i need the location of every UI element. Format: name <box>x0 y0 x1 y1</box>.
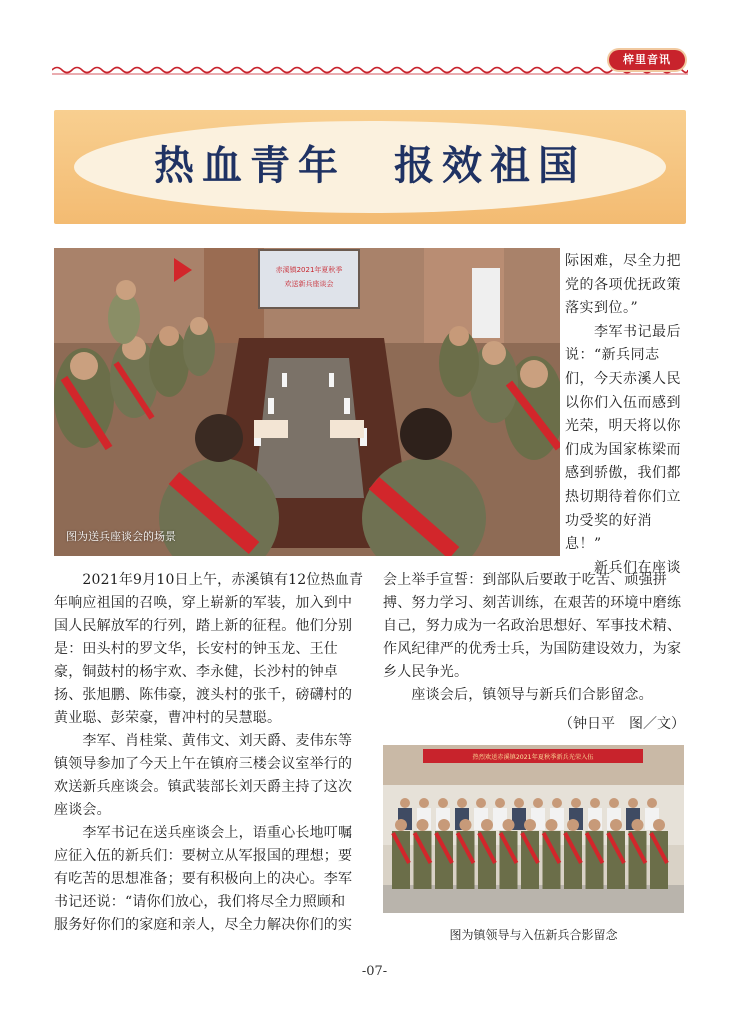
text-line: 作风纪律严的优秀士兵，为国防建设效力，为家 <box>383 641 682 657</box>
text-line: 年响应祖国的召唤，穿上崭新的军装，加入到中 <box>54 595 353 611</box>
article-column-upper-right <box>565 250 691 580</box>
meeting-photo-caption: 图为送兵座谈会的场景 <box>66 530 176 543</box>
text-line: 黄业聪、彭荣豪，曹冲村的吴慧聪。 <box>54 710 282 726</box>
article-column-left <box>54 569 366 937</box>
text-line: 会上举手宣誓：到部队后要敢于吃苦、顽强拼 <box>383 572 667 588</box>
wall-screen-line1: 赤溪镇2021年夏秋季 <box>275 266 343 274</box>
group-photo <box>383 745 684 913</box>
text-line: 落实到位。” <box>565 300 639 317</box>
text-line: 书记还说：“请你们放心，我们将尽全力照顾和 <box>54 894 346 910</box>
group-photo-caption: 图为镇领导与入伍新兵合影留念 <box>449 928 618 942</box>
section-badge: 梓里音讯 <box>609 50 685 70</box>
text-line: 李军书记最后 <box>565 323 681 340</box>
wall-screen-line2: 欢送新兵座谈会 <box>284 280 334 288</box>
text-line: 镇领导参加了今天上午在镇府三楼会议室举行的 <box>54 756 353 772</box>
article-column-right <box>383 569 689 707</box>
text-line: 豪，铜鼓村的杨宇欢、李永健，长沙村的钟卓 <box>54 664 338 680</box>
text-line: 感到骄傲，我们都 <box>565 465 681 482</box>
wavy-divider <box>52 64 688 76</box>
text-line: 以你们入伍而感到 <box>565 394 681 411</box>
text-line: 应征入伍的新兵们：要树立从军报国的理想；要 <box>54 848 353 864</box>
text-line: 搏、努力学习、刻苦训练，在艰苦的环境中磨练 <box>383 595 682 611</box>
text-line: 国人民解放军的行列，踏上新的征程。他们分别 <box>54 618 353 634</box>
text-line: 有吃苦的思想准备；要有积极向上的决心。李军 <box>54 871 353 887</box>
headline-title: 热血青年 报效祖国 <box>154 143 586 189</box>
meeting-photo-illustration <box>54 248 560 556</box>
text-line: 光荣，明天将以你 <box>565 418 681 435</box>
text-line: 党的各项优抚政策 <box>565 276 681 293</box>
text-line: 们，今天赤溪人民 <box>565 370 681 387</box>
text-line: 功受奖的好消 <box>565 512 652 529</box>
headline-banner <box>54 110 686 224</box>
text-line: 说：“新兵同志 <box>565 347 660 364</box>
byline: （钟日平 图／文） <box>559 716 685 732</box>
meeting-photo <box>54 248 560 556</box>
text-line: 李军、肖桂棠、黄伟文、刘天爵、麦伟东等 <box>54 733 353 749</box>
text-line: 服务好你们的家庭和亲人，尽全力解决你们的实 <box>54 917 353 933</box>
text-line: 热切期待着你们立 <box>565 488 681 505</box>
text-line: 座谈会。 <box>54 802 111 818</box>
text-line: 新兵们在座谈 <box>565 559 681 576</box>
group-photo-banner-text: 热烈欢送赤溪镇2021年夏秋季新兵光荣入伍 <box>472 754 594 761</box>
group-photo-illustration <box>383 745 684 913</box>
text-line: 是：田头村的罗文华，长安村的钟玉龙、王仕 <box>54 641 338 657</box>
text-line: 际困难，尽全力把 <box>565 253 681 269</box>
text-line: 2021年9月10日上午，赤溪镇有12位热血青 <box>54 572 364 588</box>
text-line: 息！” <box>565 536 602 553</box>
text-line: 们成为国家栋梁而 <box>565 441 681 458</box>
page-number: -07- <box>361 964 388 979</box>
text-line: 乡人民争光。 <box>383 664 469 680</box>
text-line: 欢送新兵座谈会。镇武装部长刘天爵主持了这次 <box>54 779 353 795</box>
text-line: 自己，努力成为一名政治思想好、军事技术精、 <box>383 618 682 634</box>
text-line: 座谈会后，镇领导与新兵们合影留念。 <box>383 687 653 703</box>
text-line: 李军书记在送兵座谈会上，语重心长地叮嘱 <box>54 825 353 841</box>
text-line: 扬、张旭鹏、陈伟豪，渡头村的张千，磅礴村的 <box>54 687 353 703</box>
